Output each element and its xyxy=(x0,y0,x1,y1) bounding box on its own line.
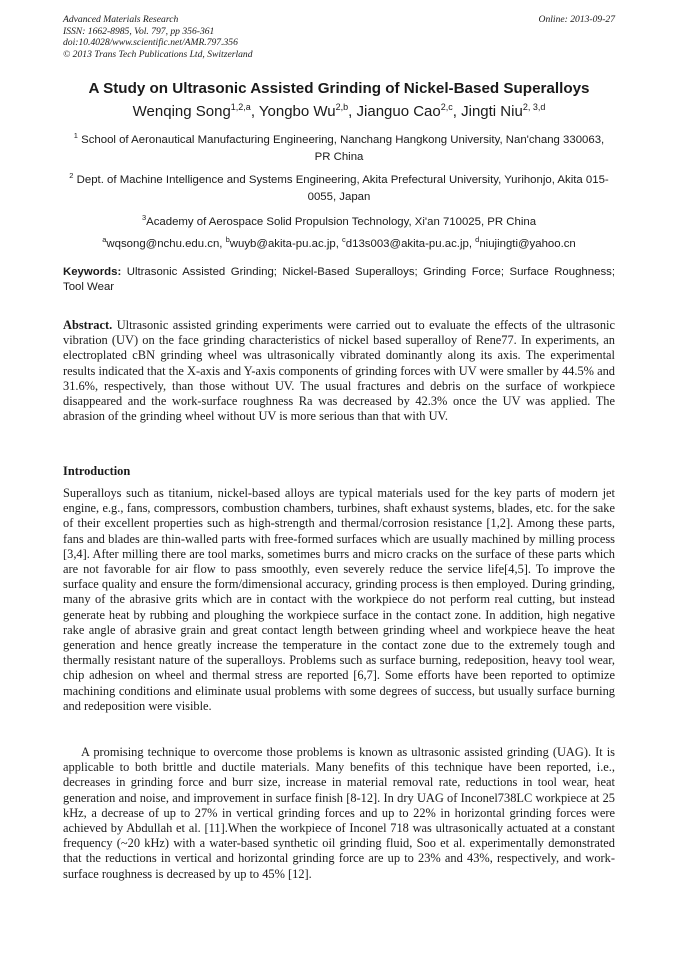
author-affil-mark: 2,b xyxy=(335,102,349,112)
author-name: Yongbo Wu xyxy=(258,103,336,120)
email-link[interactable]: d13s003@akita-pu.ac.jp xyxy=(345,237,469,250)
author-name: Jianguo Cao xyxy=(356,103,441,120)
email-list: $^a$wqsong@nchu.edu.cn, $^b$wuyb@akita-pu.ac.jp, $^c$d13s003@akita-pu.ac.jp, $^d$niujingti@yahoo.cn xyxy=(102,235,576,250)
abstract-text: Ultrasonic assisted grinding experiments were carried out to evaluate the effects of the ultrasonic vibration (UV) on the face grinding characteristics of nickel based superalloy of Rene77. In experiments, an electroplated cBN grinding wheel was ultrasonically vibrated dominantly along its axis. The experimental results indicated that the X-axis and Y-axis components of grinding forces with UV were smaller by 44.5% and 31.6%, respectively, than those without UV. The usual fractures and debris on the surface of workpiece disappeared and the work-surface roughness Ra was decreased by 42.3% once the UV was applied. The abrasion of the grinding wheel without UV is more serious than that with UV. xyxy=(63,318,615,424)
author-affil-mark: 2,c xyxy=(440,102,453,112)
journal-name: Advanced Materials Research xyxy=(63,14,179,25)
author-name: Jingti Niu xyxy=(461,103,523,120)
affil-mark: 1 xyxy=(73,131,78,140)
abstract-block xyxy=(63,318,615,424)
introduction-heading: Introduction xyxy=(63,464,131,478)
author-affil-mark: 1,2,a xyxy=(230,102,251,112)
intro-paragraph-1: Superalloys such as titanium, nickel-based alloys are typical materials used for the key parts of modern jet engine, e.g., fans, compressors, combustion chambers, turbines, shaft exhaust systems, blades, etc. for the sake of their excellent properties such as high-strength and thermal/corrosion resistance [1,2]. Among these parts, fans and blades are thin-walled parts with free-formed surfaces which are usually machined by milling process [3,4]. After milling there are tool marks, sometimes burrs and micro cracks on the surface of these parts which are not favorable for air flow to pass smoothly, even severely reduce the service life[4,5]. To improve the surface quality and ensure the form/dimensional accuracy, grinding process is then employed. During grinding, many of the abrasive grits which are in contact with the workpiece do not perform real cutting, but instead generate heat by rubbing and ploughing the workpiece surface in the contact zone. In addition, high negative rake angle of abrasive grain and great contact length between grinding wheel and workpiece heave the heat generation and hence greatly increase the temperature in the contact zone due to the extremely tough and thermally resistant nature of the superalloys. Problems such as surface burning, redeposition, heavy tool wear, chip adhesion on wheel and thermal stress are reported [6,7]. Some efforts have been reported to optimize machining conditions and eliminate usual problems with some degrees of success, but usually surface burning and redeposition were visible. xyxy=(63,486,615,713)
abstract-label: Abstract. xyxy=(63,318,113,332)
affiliation-2 xyxy=(66,167,612,206)
email-mark: d xyxy=(475,235,480,244)
paper-title: A Study on Ultrasonic Assisted Grinding of Nickel-Based Superalloys xyxy=(88,80,590,97)
journal-header xyxy=(63,14,615,60)
email-link[interactable]: wuyb@akita-pu.ac.jp xyxy=(229,237,336,250)
keywords-block xyxy=(63,265,615,294)
author-list: Wenqing Song$^{1,2,a}$, Yongbo Wu$^{2,b}$, Jianguo Cao$^{2,c}$, Jingti Niu$^{2, 3,d}$ xyxy=(132,102,546,120)
keywords-text: Ultrasonic Assisted Grinding; Nickel-Based Superalloys; Grinding Force; Surface Roughness; Tool Wear xyxy=(63,266,615,293)
email-link[interactable]: wqsong@nchu.edu.cn xyxy=(106,237,220,250)
affil-text: Academy of Aerospace Solid Propulsion Technology, Xi'an 710025, PR China xyxy=(146,215,537,228)
copyright-line: © 2013 Trans Tech Publications Ltd, Switzerland xyxy=(63,48,253,60)
affil-mark: 3 xyxy=(141,213,147,222)
issn-line: ISSN: 1662-8985, Vol. 797, pp 356-361 xyxy=(63,25,215,37)
author-name: Wenqing Song xyxy=(132,103,231,120)
online-date: Online: 2013-09-27 xyxy=(538,14,615,25)
email-mark: b xyxy=(225,235,230,244)
email-mark: c xyxy=(342,235,346,244)
author-affil-mark: 2, 3,d xyxy=(522,102,546,112)
email-mark: a xyxy=(102,235,107,244)
affil-mark: 2 xyxy=(69,171,74,180)
keywords-label: Keywords: xyxy=(63,266,122,278)
affil-text: Dept. of Machine Intelligence and Systems Engineering, Akita Prefectural University, Yurihonjo, Akita 015-0055, Japan xyxy=(76,173,609,203)
email-link[interactable]: niujingti@yahoo.cn xyxy=(479,237,576,250)
intro-paragraph-2: A promising technique to overcome those problems is known as ultrasonic assisted grinding (UAG). It is applicable to both brittle and ductile materials. Many benefits of this technique have been reported, i.e., decreases in grinding force and burr size, increase in material removal rate, reductions in tool wear, heat generation and noise, and improvement in surface finish [8-12]. In dry UAG of Inconel738LC workpiece at 25 kHz, a decrease of up to 27% in vertical grinding forces and up to 22% in horizontal grinding forces were achieved by Abdullah et al. [11].When the workpiece of Inconel 718 was ultrasonically actuated at a constant frequency (~20 kHz) with a water-based synthetic oil grinding fluid, Soo et al. experimentally demonstrated that the reductions in vertical and horizontal grinding force are up to 23% and 43%, respectively, and work-surface roughness is decreased by up to 45% [12]. xyxy=(63,745,615,881)
affiliation-1 xyxy=(66,127,612,166)
affil-text: School of Aeronautical Manufacturing Engineering, Nanchang Hangkong University, Nan'chang 330063, PR China xyxy=(81,133,605,163)
affiliation-3 xyxy=(66,209,612,231)
doi-line: doi:10.4028/www.scientific.net/AMR.797.356 xyxy=(63,37,238,48)
